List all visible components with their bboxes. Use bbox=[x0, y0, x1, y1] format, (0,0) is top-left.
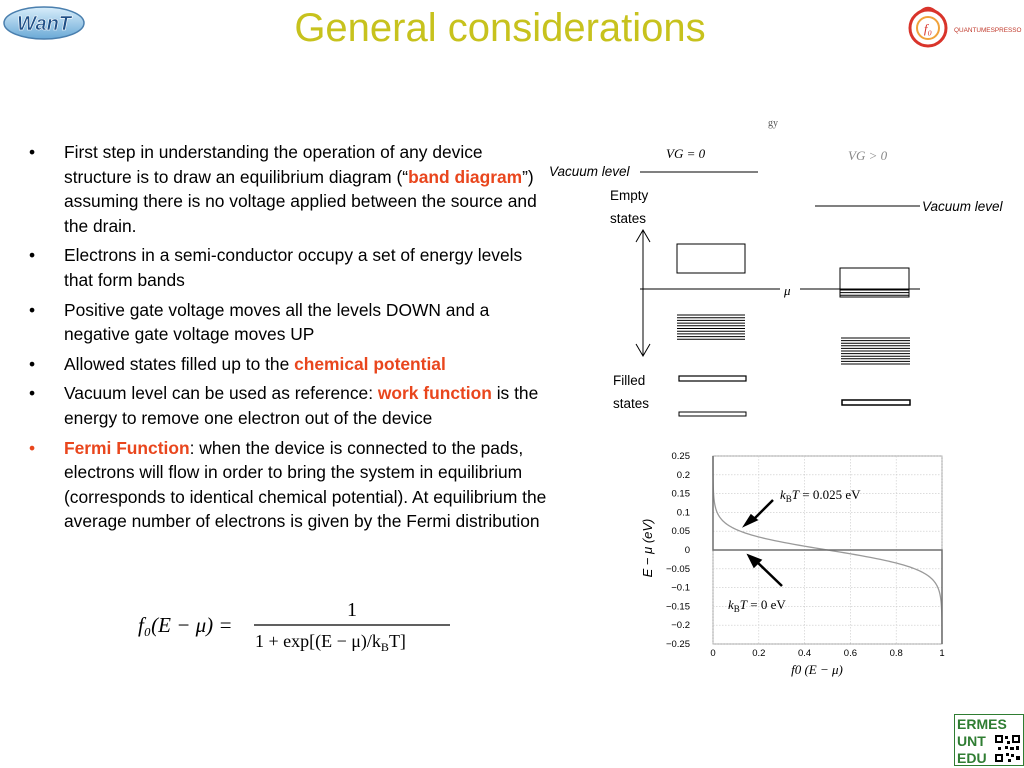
annotation-kbt-0: $k_BT = 0$ eV bbox=[728, 597, 786, 614]
y-tick-label: −0.15 bbox=[665, 601, 690, 613]
y-axis-label: E − μ (eV) bbox=[640, 518, 655, 578]
series-line-kbt-0 bbox=[713, 456, 942, 644]
bullet-marker: • bbox=[28, 142, 36, 162]
bullet-text: : when the device is connected to the pads, electrons will flow in order to bring the system in equilibrium (corresponds to identical chemical potential). At equilibrium the average number of electrons is given by the Fermi distribution bbox=[64, 437, 547, 532]
band-diagram bbox=[540, 118, 1024, 418]
svg-text:f₀: f₀ bbox=[923, 21, 933, 36]
bullet-text: Electrons in a semi-conductor occupy a set of energy levels that form bands bbox=[64, 245, 523, 290]
want-logo-text: WanT bbox=[16, 13, 72, 35]
x-axis-label: f0 (E − μ) bbox=[791, 662, 843, 677]
annotation-kbt-0025: $k_BT = 0.025$ eV bbox=[780, 487, 861, 504]
formula-denominator: $1 + \exp[(E - \mu)/k_BT]$ bbox=[255, 631, 406, 654]
bullet-text: Allowed states filled up to the bbox=[64, 353, 295, 374]
y-tick-label: −0.2 bbox=[671, 620, 690, 632]
quantum-espresso-logo bbox=[906, 2, 1024, 52]
x-tick-label: 0.6 bbox=[843, 648, 858, 659]
ermes-logo bbox=[954, 714, 1024, 766]
filled-states-line1: Filled bbox=[613, 373, 646, 388]
highlight-text: band diagram bbox=[408, 166, 523, 187]
y-tick-labels bbox=[666, 451, 690, 650]
svg-text:EDU: EDU bbox=[957, 750, 987, 766]
bullet-marker: • bbox=[28, 437, 36, 458]
vgpos-label: VG > 0 bbox=[848, 148, 888, 163]
right-filled-band bbox=[841, 338, 910, 364]
bullet-item bbox=[26, 140, 551, 238]
bullet-marker: • bbox=[28, 353, 36, 374]
mu-label: μ bbox=[784, 283, 791, 298]
bullet-text: First step in understanding the operation of any device structure is to draw an equilibrium diagram (“ bbox=[64, 142, 483, 187]
chart-lines bbox=[713, 456, 942, 644]
y-tick-label: 0 bbox=[684, 545, 690, 556]
x-tick-label: 0.2 bbox=[752, 648, 766, 659]
empty-states-line2: states bbox=[610, 211, 647, 226]
x-tick-label: 0.4 bbox=[797, 648, 812, 659]
empty-states-line1: Empty bbox=[610, 188, 649, 203]
y-tick-label: −0.25 bbox=[665, 639, 690, 650]
y-tick-label: 0.15 bbox=[671, 488, 690, 500]
y-tick-label: −0.1 bbox=[671, 582, 690, 594]
y-tick-label: 0.05 bbox=[671, 526, 690, 538]
bullet-marker: • bbox=[28, 299, 36, 320]
y-tick-label: 0.2 bbox=[676, 469, 690, 481]
highlight-text: Fermi Function bbox=[64, 437, 190, 458]
bullet-item bbox=[26, 352, 551, 377]
bullet-marker: • bbox=[28, 245, 36, 266]
svg-text:ERMES: ERMES bbox=[957, 716, 1007, 732]
right-partial-band bbox=[840, 290, 909, 295]
quantum-espresso-text: QUANTUMESPRESSO bbox=[954, 27, 1022, 34]
formula-lhs: f₀(E − μ) = bbox=[138, 613, 233, 637]
bullet-text: Vacuum level can be used as reference: bbox=[64, 383, 378, 404]
bullet-text: ”) assuming there is no voltage applied between the source and the drain. bbox=[64, 166, 537, 236]
fermi-formula bbox=[138, 594, 458, 654]
left-filled-band bbox=[677, 315, 745, 339]
bullet-text: Positive gate voltage moves all the levels DOWN and a negative gate voltage moves UP bbox=[64, 299, 490, 345]
x-tick-label: 1 bbox=[939, 648, 945, 659]
vg0-label: VG = 0 bbox=[666, 146, 706, 161]
bullet-text: is the energy to remove one electron out of the device bbox=[64, 383, 539, 428]
bullet-item bbox=[26, 243, 551, 292]
x-tick-labels bbox=[710, 648, 944, 659]
bullet-item bbox=[26, 381, 551, 430]
slide-title: General considerations bbox=[294, 6, 706, 50]
qr-code-icon bbox=[994, 734, 1021, 763]
y-tick-label: −0.05 bbox=[665, 563, 690, 575]
want-logo bbox=[2, 4, 86, 42]
highlight-text: chemical potential bbox=[294, 353, 446, 374]
fermi-chart bbox=[630, 448, 960, 688]
filled-states-line2: states bbox=[613, 396, 650, 411]
bullet-marker: • bbox=[28, 383, 36, 404]
highlight-text: work function bbox=[377, 383, 492, 404]
formula-numerator: 1 bbox=[347, 599, 357, 621]
bullet-item bbox=[26, 298, 551, 347]
y-tick-label: 0.25 bbox=[671, 451, 690, 462]
svg-text:UNT: UNT bbox=[957, 733, 986, 749]
vacuum-level-left: Vacuum level bbox=[549, 164, 630, 179]
y-tick-label: 0.1 bbox=[676, 507, 690, 519]
cropped-label: gy bbox=[768, 118, 778, 129]
x-tick-label: 0 bbox=[710, 648, 716, 659]
bullet-list bbox=[26, 140, 551, 539]
vacuum-level-right: Vacuum level bbox=[922, 199, 1003, 214]
bullet-item bbox=[26, 436, 551, 534]
x-tick-label: 0.8 bbox=[889, 648, 903, 659]
